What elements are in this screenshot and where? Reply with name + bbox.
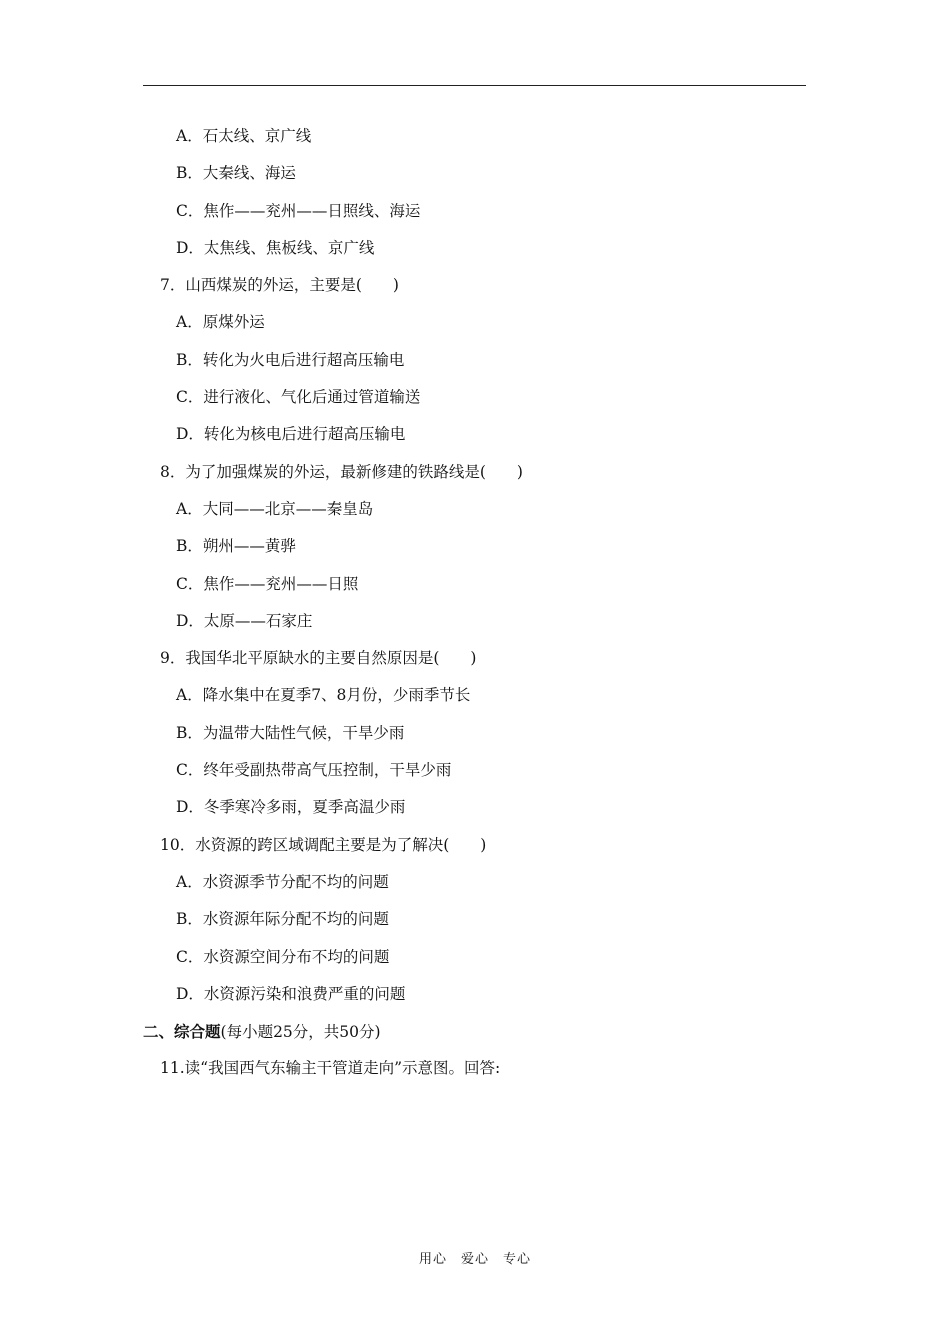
- section-heading: [0, 1013, 950, 1050]
- option-8b: B．朔州——黄骅: [176, 537, 296, 556]
- page-footer: 用心 爱心 专心: [418, 1252, 531, 1267]
- option-9a: A．降水集中在夏季7、8月份，少雨季节长: [176, 686, 471, 705]
- option-7d: D．转化为核电后进行超高压输电: [176, 425, 406, 444]
- question-8: 8．为了加强煤炭的外运，最新修建的铁路线是( ): [160, 462, 523, 481]
- section-title: 二、综合题: [143, 1022, 221, 1042]
- option-10c: C．水资源空间分布不均的问题: [176, 947, 390, 966]
- option-9c: C．终年受副热带高气压控制，干旱少雨: [176, 761, 452, 780]
- option-8c: C．焦作——兖州——日照: [176, 574, 359, 593]
- question-9: 9．我国华北平原缺水的主要自然原因是( ): [160, 649, 477, 668]
- option-6d: D．太焦线、焦板线、京广线: [176, 238, 375, 257]
- option-10a: A．水资源季节分配不均的问题: [176, 872, 389, 891]
- option-8a: A．大同——北京——秦皇岛: [176, 499, 374, 518]
- option-9d: D．冬季寒冷多雨，夏季高温少雨: [176, 798, 406, 817]
- header-rule: [143, 85, 806, 86]
- option-9b: B．为温带大陆性气候，干旱少雨: [176, 723, 405, 742]
- option-10b: B．水资源年际分配不均的问题: [176, 910, 389, 929]
- option-6c: C．焦作——兖州——日照线、海运: [176, 201, 421, 220]
- option-6a: A．石太线、京广线: [176, 127, 312, 145]
- question-10: 10．水资源的跨区域调配主要是为了解决( ): [160, 835, 487, 854]
- document-body: [0, 118, 950, 1088]
- option-10d: D．水资源污染和浪费严重的问题: [176, 984, 406, 1003]
- option-7a: A．原煤外运: [176, 313, 265, 332]
- option-8d: D．太原——石家庄: [176, 611, 313, 630]
- section-note: (每小题25分，共50分): [220, 1023, 381, 1042]
- question-11: 11.读“我国西气东输主干管道走向”示意图。回答:: [160, 1059, 501, 1078]
- option-6b: B．大秦线、海运: [176, 164, 296, 183]
- question-7: 7．山西煤炭的外运，主要是( ): [160, 276, 399, 295]
- option-7b: B．转化为火电后进行超高压输电: [176, 350, 405, 369]
- option-7c: C．进行液化、气化后通过管道输送: [176, 388, 421, 407]
